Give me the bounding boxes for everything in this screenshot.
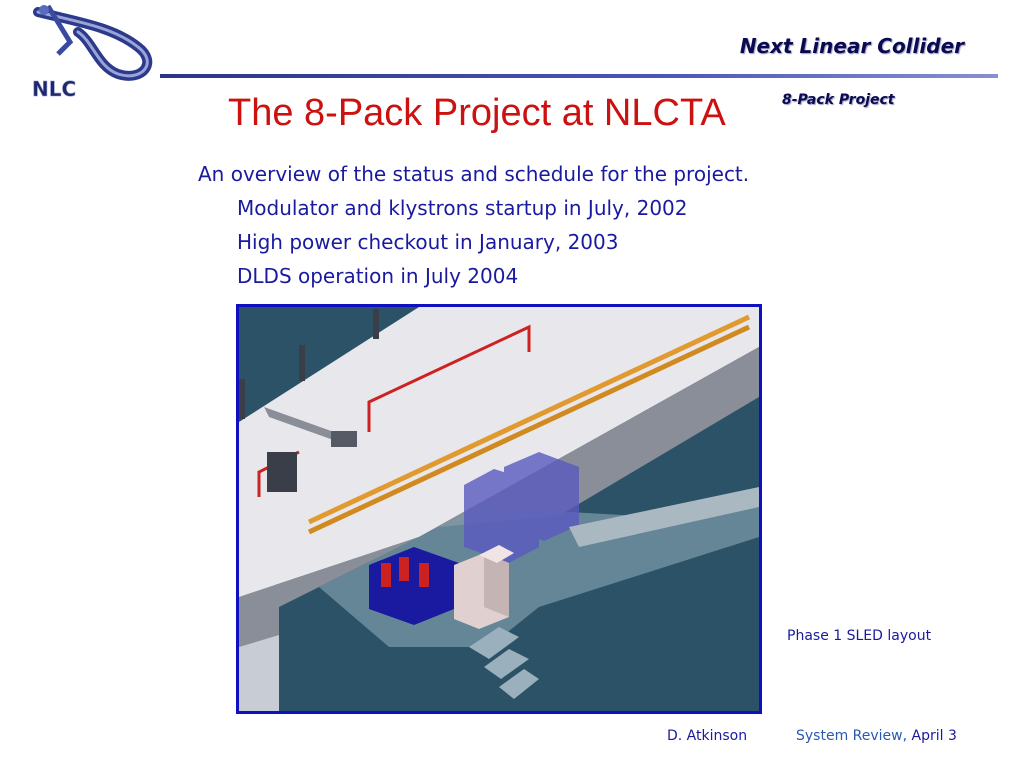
footer-review (796, 728, 957, 744)
bullet-item: An overview of the status and schedule for the project. (198, 162, 750, 186)
figure-caption: Phase 1 SLED layout (787, 628, 932, 644)
footer-date: April 3 (911, 728, 957, 744)
bullet-item: Modulator and klystrons startup in July, 2002 (237, 196, 688, 220)
header-title: Next Linear Collider (739, 34, 964, 58)
duct-box (331, 431, 357, 447)
sled-layout-render (239, 307, 759, 711)
bullet-item: DLDS operation in July 2004 (237, 264, 519, 288)
logo-text: NLC (32, 77, 77, 101)
header-rule (160, 74, 998, 78)
logo-ring-graphic (38, 5, 147, 76)
footer-author: D. Atkinson (667, 728, 748, 744)
slide-title: The 8-Pack Project at NLCTA (228, 92, 726, 134)
nlc-logo (18, 2, 163, 114)
footer-review-label: System Review, (796, 728, 908, 744)
bullet-list (198, 157, 749, 293)
bullet-item: High power checkout in January, 2003 (237, 230, 619, 254)
sled-layout-figure (236, 304, 762, 714)
header-subtitle: 8-Pack Project (782, 92, 895, 108)
